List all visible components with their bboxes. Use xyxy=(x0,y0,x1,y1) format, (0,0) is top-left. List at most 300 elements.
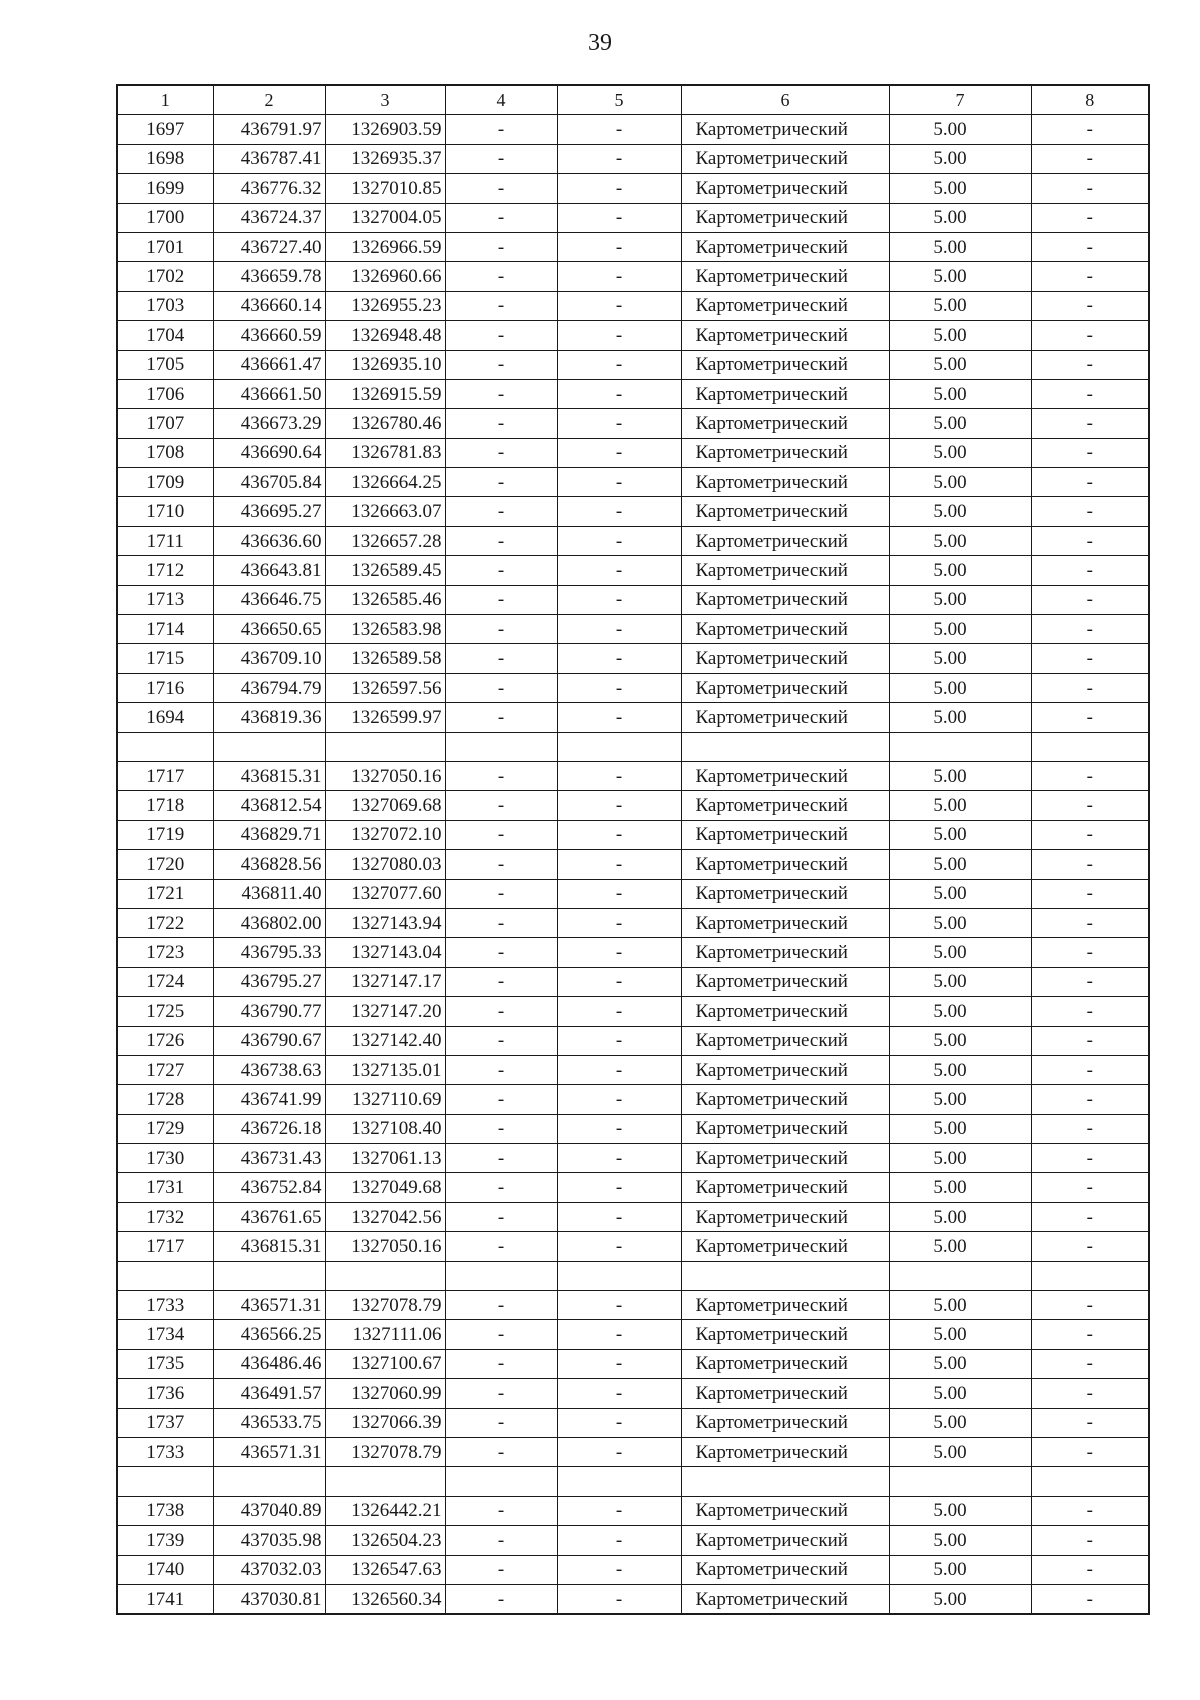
point-number-cell: 1720 xyxy=(117,850,213,879)
accuracy-cell: 5.00 xyxy=(889,673,1031,702)
table-row xyxy=(117,1526,1149,1555)
column-5-cell: - xyxy=(557,1114,681,1143)
point-number-cell: 1715 xyxy=(117,644,213,673)
method-cell: Картометрический xyxy=(681,203,889,232)
table-row xyxy=(117,1261,1149,1290)
table-row xyxy=(117,1114,1149,1143)
accuracy-cell: 5.00 xyxy=(889,615,1031,644)
y-coordinate-cell: 1327108.40 xyxy=(325,1114,445,1143)
column-8-cell: - xyxy=(1031,1085,1149,1114)
y-coordinate-cell: 1326657.28 xyxy=(325,526,445,555)
point-number-cell: 1713 xyxy=(117,585,213,614)
y-coordinate-cell: 1326966.59 xyxy=(325,232,445,261)
column-8-cell: - xyxy=(1031,615,1149,644)
y-coordinate-cell: 1326442.21 xyxy=(325,1496,445,1525)
y-coordinate-cell: 1327135.01 xyxy=(325,1055,445,1084)
column-5-cell: - xyxy=(557,673,681,702)
method-cell: Картометрический xyxy=(681,1114,889,1143)
column-4-cell: - xyxy=(445,321,557,350)
x-coordinate-cell: 436752.84 xyxy=(213,1173,325,1202)
accuracy-cell: 5.00 xyxy=(889,350,1031,379)
method-cell: Картометрический xyxy=(681,850,889,879)
x-coordinate-cell: 436738.63 xyxy=(213,1055,325,1084)
table-row xyxy=(117,967,1149,996)
column-8-cell: - xyxy=(1031,556,1149,585)
column-8-cell: - xyxy=(1031,379,1149,408)
point-number-cell: 1724 xyxy=(117,967,213,996)
point-number-cell: 1719 xyxy=(117,820,213,849)
method-cell: Картометрический xyxy=(681,908,889,937)
accuracy-cell xyxy=(889,1261,1031,1290)
y-coordinate-cell: 1326547.63 xyxy=(325,1555,445,1584)
column-5-cell: - xyxy=(557,497,681,526)
point-number-cell xyxy=(117,1261,213,1290)
column-8-cell: - xyxy=(1031,1437,1149,1466)
column-4-cell: - xyxy=(445,115,557,144)
column-header: 8 xyxy=(1031,85,1149,115)
table-row xyxy=(117,761,1149,790)
column-8-cell: - xyxy=(1031,232,1149,261)
y-coordinate-cell: 1327080.03 xyxy=(325,850,445,879)
x-coordinate-cell: 436571.31 xyxy=(213,1291,325,1320)
accuracy-cell: 5.00 xyxy=(889,850,1031,879)
column-4-cell: - xyxy=(445,203,557,232)
page-number: 39 xyxy=(588,30,612,56)
table-row xyxy=(117,556,1149,585)
x-coordinate-cell: 436829.71 xyxy=(213,820,325,849)
y-coordinate-cell: 1326935.37 xyxy=(325,144,445,173)
point-number-cell: 1706 xyxy=(117,379,213,408)
method-cell: Картометрический xyxy=(681,379,889,408)
column-4-cell: - xyxy=(445,1202,557,1231)
column-8-cell: - xyxy=(1031,791,1149,820)
y-coordinate-cell xyxy=(325,1261,445,1290)
point-number-cell: 1702 xyxy=(117,262,213,291)
method-cell: Картометрический xyxy=(681,1173,889,1202)
accuracy-cell: 5.00 xyxy=(889,379,1031,408)
column-8-cell: - xyxy=(1031,1144,1149,1173)
point-number-cell: 1722 xyxy=(117,908,213,937)
y-coordinate-cell: 1326955.23 xyxy=(325,291,445,320)
table-row xyxy=(117,497,1149,526)
method-cell: Картометрический xyxy=(681,820,889,849)
column-5-cell: - xyxy=(557,1320,681,1349)
table-row xyxy=(117,1144,1149,1173)
column-4-cell: - xyxy=(445,791,557,820)
x-coordinate-cell: 436491.57 xyxy=(213,1379,325,1408)
method-cell: Картометрический xyxy=(681,1320,889,1349)
accuracy-cell xyxy=(889,1467,1031,1496)
table-row xyxy=(117,732,1149,761)
y-coordinate-cell: 1327147.20 xyxy=(325,997,445,1026)
table-row xyxy=(117,438,1149,467)
column-4-cell: - xyxy=(445,673,557,702)
method-cell: Картометрический xyxy=(681,791,889,820)
column-8-cell: - xyxy=(1031,1379,1149,1408)
column-8-cell: - xyxy=(1031,409,1149,438)
y-coordinate-cell: 1327010.85 xyxy=(325,174,445,203)
accuracy-cell: 5.00 xyxy=(889,497,1031,526)
column-header: 3 xyxy=(325,85,445,115)
accuracy-cell: 5.00 xyxy=(889,321,1031,350)
y-coordinate-cell: 1326960.66 xyxy=(325,262,445,291)
point-number-cell: 1736 xyxy=(117,1379,213,1408)
accuracy-cell: 5.00 xyxy=(889,644,1031,673)
column-8-cell: - xyxy=(1031,967,1149,996)
column-4-cell: - xyxy=(445,820,557,849)
column-5-cell: - xyxy=(557,1055,681,1084)
y-coordinate-cell: 1327072.10 xyxy=(325,820,445,849)
x-coordinate-cell: 436790.67 xyxy=(213,1026,325,1055)
point-number-cell: 1730 xyxy=(117,1144,213,1173)
column-4-cell: - xyxy=(445,879,557,908)
point-number-cell: 1741 xyxy=(117,1584,213,1614)
method-cell xyxy=(681,1467,889,1496)
accuracy-cell: 5.00 xyxy=(889,1144,1031,1173)
column-4-cell: - xyxy=(445,556,557,585)
x-coordinate-cell: 436726.18 xyxy=(213,1114,325,1143)
table-row xyxy=(117,1202,1149,1231)
table-row xyxy=(117,615,1149,644)
column-8-cell: - xyxy=(1031,820,1149,849)
point-number-cell: 1726 xyxy=(117,1026,213,1055)
y-coordinate-cell: 1326597.56 xyxy=(325,673,445,702)
point-number-cell: 1734 xyxy=(117,1320,213,1349)
column-4-cell: - xyxy=(445,1584,557,1614)
column-header: 7 xyxy=(889,85,1031,115)
table-row xyxy=(117,1496,1149,1525)
y-coordinate-cell: 1327066.39 xyxy=(325,1408,445,1437)
y-coordinate-cell: 1327111.06 xyxy=(325,1320,445,1349)
method-cell: Картометрический xyxy=(681,232,889,261)
x-coordinate-cell: 436646.75 xyxy=(213,585,325,614)
y-coordinate-cell: 1327060.99 xyxy=(325,1379,445,1408)
method-cell xyxy=(681,732,889,761)
method-cell: Картометрический xyxy=(681,438,889,467)
point-number-cell: 1698 xyxy=(117,144,213,173)
accuracy-cell: 5.00 xyxy=(889,1320,1031,1349)
column-4-cell: - xyxy=(445,438,557,467)
y-coordinate-cell: 1327143.94 xyxy=(325,908,445,937)
method-cell: Картометрический xyxy=(681,761,889,790)
column-header: 4 xyxy=(445,85,557,115)
column-4-cell: - xyxy=(445,1026,557,1055)
y-coordinate-cell: 1326664.25 xyxy=(325,468,445,497)
column-4-cell xyxy=(445,1261,557,1290)
method-cell: Картометрический xyxy=(681,1584,889,1614)
column-8-cell: - xyxy=(1031,1320,1149,1349)
y-coordinate-cell: 1326585.46 xyxy=(325,585,445,614)
method-cell: Картометрический xyxy=(681,174,889,203)
accuracy-cell: 5.00 xyxy=(889,1584,1031,1614)
column-8-cell: - xyxy=(1031,350,1149,379)
y-coordinate-cell: 1327110.69 xyxy=(325,1085,445,1114)
point-number-cell: 1700 xyxy=(117,203,213,232)
method-cell: Картометрический xyxy=(681,1291,889,1320)
x-coordinate-cell: 436566.25 xyxy=(213,1320,325,1349)
column-5-cell xyxy=(557,1467,681,1496)
column-4-cell: - xyxy=(445,1320,557,1349)
table-row xyxy=(117,1408,1149,1437)
x-coordinate-cell: 436661.50 xyxy=(213,379,325,408)
table-row xyxy=(117,1291,1149,1320)
table-row xyxy=(117,379,1149,408)
method-cell: Картометрический xyxy=(681,1408,889,1437)
table-row xyxy=(117,938,1149,967)
column-8-cell: - xyxy=(1031,174,1149,203)
table-row xyxy=(117,144,1149,173)
column-4-cell: - xyxy=(445,703,557,732)
column-5-cell: - xyxy=(557,556,681,585)
column-4-cell: - xyxy=(445,144,557,173)
point-number-cell: 1701 xyxy=(117,232,213,261)
column-5-cell: - xyxy=(557,468,681,497)
table-row xyxy=(117,585,1149,614)
x-coordinate-cell: 436794.79 xyxy=(213,673,325,702)
table-row xyxy=(117,1173,1149,1202)
column-5-cell: - xyxy=(557,938,681,967)
x-coordinate-cell: 437030.81 xyxy=(213,1584,325,1614)
column-4-cell: - xyxy=(445,644,557,673)
column-8-cell: - xyxy=(1031,644,1149,673)
y-coordinate-cell xyxy=(325,1467,445,1496)
column-5-cell: - xyxy=(557,761,681,790)
column-4-cell xyxy=(445,1467,557,1496)
column-4-cell: - xyxy=(445,1349,557,1378)
column-5-cell: - xyxy=(557,850,681,879)
column-8-cell: - xyxy=(1031,938,1149,967)
x-coordinate-cell: 436791.97 xyxy=(213,115,325,144)
point-number-cell: 1729 xyxy=(117,1114,213,1143)
column-5-cell: - xyxy=(557,1526,681,1555)
method-cell: Картометрический xyxy=(681,409,889,438)
table-row xyxy=(117,820,1149,849)
accuracy-cell: 5.00 xyxy=(889,1291,1031,1320)
y-coordinate-cell: 1327042.56 xyxy=(325,1202,445,1231)
point-number-cell: 1694 xyxy=(117,703,213,732)
column-8-cell: - xyxy=(1031,144,1149,173)
column-8-cell: - xyxy=(1031,497,1149,526)
accuracy-cell: 5.00 xyxy=(889,1085,1031,1114)
accuracy-cell: 5.00 xyxy=(889,1114,1031,1143)
x-coordinate-cell: 436819.36 xyxy=(213,703,325,732)
x-coordinate-cell: 436731.43 xyxy=(213,1144,325,1173)
accuracy-cell: 5.00 xyxy=(889,144,1031,173)
table-row xyxy=(117,203,1149,232)
y-coordinate-cell: 1326583.98 xyxy=(325,615,445,644)
accuracy-cell: 5.00 xyxy=(889,556,1031,585)
y-coordinate-cell: 1326903.59 xyxy=(325,115,445,144)
method-cell: Картометрический xyxy=(681,1026,889,1055)
column-5-cell xyxy=(557,1261,681,1290)
point-number-cell: 1733 xyxy=(117,1437,213,1466)
column-5-cell: - xyxy=(557,615,681,644)
y-coordinate-cell: 1327069.68 xyxy=(325,791,445,820)
x-coordinate-cell: 436724.37 xyxy=(213,203,325,232)
column-5-cell: - xyxy=(557,438,681,467)
column-header: 1 xyxy=(117,85,213,115)
y-coordinate-cell: 1327078.79 xyxy=(325,1437,445,1466)
column-4-cell: - xyxy=(445,262,557,291)
column-5-cell: - xyxy=(557,1026,681,1055)
method-cell: Картометрический xyxy=(681,321,889,350)
accuracy-cell: 5.00 xyxy=(889,468,1031,497)
point-number-cell xyxy=(117,732,213,761)
y-coordinate-cell: 1327061.13 xyxy=(325,1144,445,1173)
point-number-cell xyxy=(117,1467,213,1496)
column-8-cell: - xyxy=(1031,1173,1149,1202)
point-number-cell: 1697 xyxy=(117,115,213,144)
column-5-cell: - xyxy=(557,997,681,1026)
column-4-cell: - xyxy=(445,938,557,967)
column-8-cell: - xyxy=(1031,1114,1149,1143)
column-4-cell: - xyxy=(445,1085,557,1114)
column-5-cell: - xyxy=(557,1555,681,1584)
column-8-cell: - xyxy=(1031,262,1149,291)
x-coordinate-cell: 436812.54 xyxy=(213,791,325,820)
table-row xyxy=(117,1437,1149,1466)
x-coordinate-cell: 436815.31 xyxy=(213,761,325,790)
x-coordinate-cell: 436660.14 xyxy=(213,291,325,320)
y-coordinate-cell xyxy=(325,732,445,761)
table-body xyxy=(117,115,1149,1614)
accuracy-cell: 5.00 xyxy=(889,1202,1031,1231)
y-coordinate-cell: 1326599.97 xyxy=(325,703,445,732)
table-row xyxy=(117,350,1149,379)
column-8-cell: - xyxy=(1031,526,1149,555)
column-5-cell: - xyxy=(557,1437,681,1466)
accuracy-cell: 5.00 xyxy=(889,291,1031,320)
method-cell: Картометрический xyxy=(681,967,889,996)
x-coordinate-cell: 437035.98 xyxy=(213,1526,325,1555)
column-8-cell xyxy=(1031,732,1149,761)
y-coordinate-cell: 1326781.83 xyxy=(325,438,445,467)
table-row xyxy=(117,850,1149,879)
method-cell: Картометрический xyxy=(681,262,889,291)
column-4-cell: - xyxy=(445,497,557,526)
x-coordinate-cell: 436802.00 xyxy=(213,908,325,937)
column-8-cell: - xyxy=(1031,879,1149,908)
column-5-cell: - xyxy=(557,1232,681,1261)
method-cell xyxy=(681,1261,889,1290)
method-cell: Картометрический xyxy=(681,144,889,173)
table-row xyxy=(117,1085,1149,1114)
column-5-cell: - xyxy=(557,644,681,673)
table-row xyxy=(117,262,1149,291)
method-cell: Картометрический xyxy=(681,1085,889,1114)
x-coordinate-cell: 436673.29 xyxy=(213,409,325,438)
table-row xyxy=(117,1379,1149,1408)
column-5-cell: - xyxy=(557,1408,681,1437)
y-coordinate-cell: 1326663.07 xyxy=(325,497,445,526)
column-8-cell: - xyxy=(1031,1291,1149,1320)
table-row xyxy=(117,644,1149,673)
column-5-cell xyxy=(557,732,681,761)
accuracy-cell: 5.00 xyxy=(889,232,1031,261)
column-4-cell: - xyxy=(445,379,557,408)
column-8-cell: - xyxy=(1031,1496,1149,1525)
column-8-cell: - xyxy=(1031,438,1149,467)
column-4-cell: - xyxy=(445,1144,557,1173)
point-number-cell: 1733 xyxy=(117,1291,213,1320)
x-coordinate-cell: 436709.10 xyxy=(213,644,325,673)
accuracy-cell xyxy=(889,732,1031,761)
column-8-cell: - xyxy=(1031,115,1149,144)
column-4-cell: - xyxy=(445,1379,557,1408)
x-coordinate-cell xyxy=(213,1467,325,1496)
method-cell: Картометрический xyxy=(681,703,889,732)
method-cell: Картометрический xyxy=(681,497,889,526)
column-8-cell xyxy=(1031,1467,1149,1496)
column-4-cell: - xyxy=(445,174,557,203)
column-8-cell: - xyxy=(1031,1055,1149,1084)
x-coordinate-cell: 436815.31 xyxy=(213,1232,325,1261)
x-coordinate-cell: 436787.41 xyxy=(213,144,325,173)
point-number-cell: 1739 xyxy=(117,1526,213,1555)
point-number-cell: 1721 xyxy=(117,879,213,908)
column-5-cell: - xyxy=(557,585,681,614)
table-row xyxy=(117,703,1149,732)
table-row xyxy=(117,1026,1149,1055)
method-cell: Картометрический xyxy=(681,1144,889,1173)
y-coordinate-cell: 1327142.40 xyxy=(325,1026,445,1055)
x-coordinate-cell: 436795.27 xyxy=(213,967,325,996)
column-8-cell: - xyxy=(1031,997,1149,1026)
column-4-cell: - xyxy=(445,1555,557,1584)
column-5-cell: - xyxy=(557,1173,681,1202)
accuracy-cell: 5.00 xyxy=(889,938,1031,967)
accuracy-cell: 5.00 xyxy=(889,1437,1031,1466)
table-row xyxy=(117,1055,1149,1084)
accuracy-cell: 5.00 xyxy=(889,1173,1031,1202)
point-number-cell: 1740 xyxy=(117,1555,213,1584)
table-row xyxy=(117,232,1149,261)
method-cell: Картометрический xyxy=(681,879,889,908)
column-5-cell: - xyxy=(557,409,681,438)
table-row xyxy=(117,1232,1149,1261)
x-coordinate-cell: 436486.46 xyxy=(213,1349,325,1378)
point-number-cell: 1737 xyxy=(117,1408,213,1437)
accuracy-cell: 5.00 xyxy=(889,1349,1031,1378)
accuracy-cell: 5.00 xyxy=(889,761,1031,790)
column-5-cell: - xyxy=(557,291,681,320)
accuracy-cell: 5.00 xyxy=(889,585,1031,614)
column-4-cell: - xyxy=(445,997,557,1026)
column-8-cell: - xyxy=(1031,1584,1149,1614)
method-cell: Картометрический xyxy=(681,585,889,614)
point-number-cell: 1717 xyxy=(117,761,213,790)
column-8-cell: - xyxy=(1031,1408,1149,1437)
point-number-cell: 1705 xyxy=(117,350,213,379)
accuracy-cell: 5.00 xyxy=(889,1379,1031,1408)
accuracy-cell: 5.00 xyxy=(889,1232,1031,1261)
accuracy-cell: 5.00 xyxy=(889,1496,1031,1525)
y-coordinate-cell: 1326504.23 xyxy=(325,1526,445,1555)
point-number-cell: 1710 xyxy=(117,497,213,526)
x-coordinate-cell: 436705.84 xyxy=(213,468,325,497)
column-8-cell: - xyxy=(1031,673,1149,702)
point-number-cell: 1725 xyxy=(117,997,213,1026)
column-header: 6 xyxy=(681,85,889,115)
point-number-cell: 1735 xyxy=(117,1349,213,1378)
x-coordinate-cell: 436643.81 xyxy=(213,556,325,585)
column-8-cell: - xyxy=(1031,585,1149,614)
column-4-cell xyxy=(445,732,557,761)
x-coordinate-cell: 436660.59 xyxy=(213,321,325,350)
y-coordinate-cell: 1327049.68 xyxy=(325,1173,445,1202)
column-8-cell: - xyxy=(1031,1349,1149,1378)
table-row xyxy=(117,997,1149,1026)
